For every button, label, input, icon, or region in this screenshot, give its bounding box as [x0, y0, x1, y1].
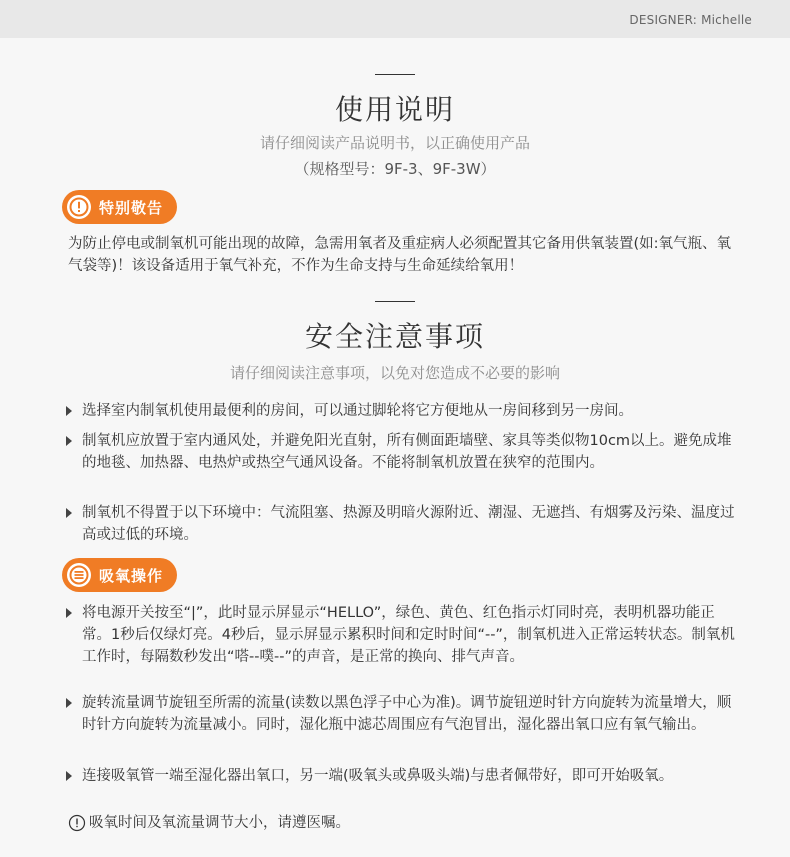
list-circle-icon	[67, 563, 91, 587]
doctor-note	[68, 812, 350, 834]
list-item-text: 制氧机不得置于以下环境中：气流阻塞、热源及明暗火源附近、潮湿、无遮挡、有烟雾及污染、温度过高或过低的环境。	[82, 505, 735, 543]
title-rule	[375, 301, 415, 302]
triangle-bullet-icon	[66, 608, 72, 618]
list-item	[66, 602, 740, 668]
list-item-text: 制氧机应放置于室内通风处，并避免阳光直射，所有侧面距墙壁、家具等类似物10cm以上。避免成堆的地毯、加热器、电热炉或热空气通风设备。不能将制氧机放置在狭窄的范围内。	[82, 433, 732, 471]
warning-badge	[62, 190, 177, 224]
doctor-note-text: 吸氧时间及氧流量调节大小，请遵医嘱。	[89, 815, 350, 831]
info-circle-icon	[68, 814, 86, 832]
exclamation-circle-icon	[67, 195, 91, 219]
warning-badge-label: 特别敬告	[99, 198, 164, 217]
triangle-bullet-icon	[66, 406, 72, 416]
safety-title: 安全注意事项	[304, 320, 485, 353]
operation-badge-label: 吸氧操作	[99, 566, 164, 585]
top-bar	[0, 0, 790, 38]
triangle-bullet-icon	[66, 698, 72, 708]
list-item	[66, 400, 740, 422]
safety-subtitle: 请仔细阅读注意事项，以免对您造成不必要的影响	[229, 364, 560, 382]
model-number: （规格型号：9F-3、9F-3W）	[294, 160, 496, 178]
title-rule	[375, 74, 415, 75]
designer-credit: DESIGNER: Michelle	[629, 13, 752, 27]
warning-text: 为防止停电或制氧机可能出现的故障，急需用氧者及重症病人必须配置其它备用供氧装置(如:氧气瓶、氧气袋等)！该设备适用于氧气补充，不作为生命支持与生命延续给氧用！	[68, 236, 732, 274]
triangle-bullet-icon	[66, 508, 72, 518]
list-item-text: 将电源开关按至“|”，此时显示屏显示“HELLO”，绿色、黄色、红色指示灯同时亮，表明机器功能正常。1秒后仅绿灯亮。4秒后，显示屏显示累积时间和定时时间“--”，制氧机进入正常运转状态。制氧机工作时，每隔数秒发出“嗒--噗--”的声音，是正常的换向、排气声音。	[82, 605, 735, 665]
triangle-bullet-icon	[66, 436, 72, 446]
list-item-text: 旋转流量调节旋钮至所需的流量(读数以黑色浮子中心为准)。调节旋钮逆时针方向旋转为流量增大，顺时针方向旋转为流量减小。同时，湿化瓶中滤芯周围应有气泡冒出，湿化器出氧口应有氧气输出。	[82, 695, 732, 733]
list-item-text: 选择室内制氧机使用最便利的房间，可以通过脚轮将它方便地从一房间移到另一房间。	[82, 403, 633, 419]
usage-title: 使用说明	[334, 93, 455, 126]
operation-badge	[62, 558, 177, 592]
list-item	[66, 430, 740, 474]
list-item	[66, 502, 740, 546]
triangle-bullet-icon	[66, 771, 72, 781]
list-item	[66, 692, 740, 736]
list-item-text: 连接吸氧管一端至湿化器出氧口，另一端(吸氧头或鼻吸头端)与患者佩带好，即可开始吸氧。	[82, 768, 674, 784]
usage-subtitle: 请仔细阅读产品说明书，以正确使用产品	[259, 134, 530, 152]
list-item	[66, 765, 740, 787]
